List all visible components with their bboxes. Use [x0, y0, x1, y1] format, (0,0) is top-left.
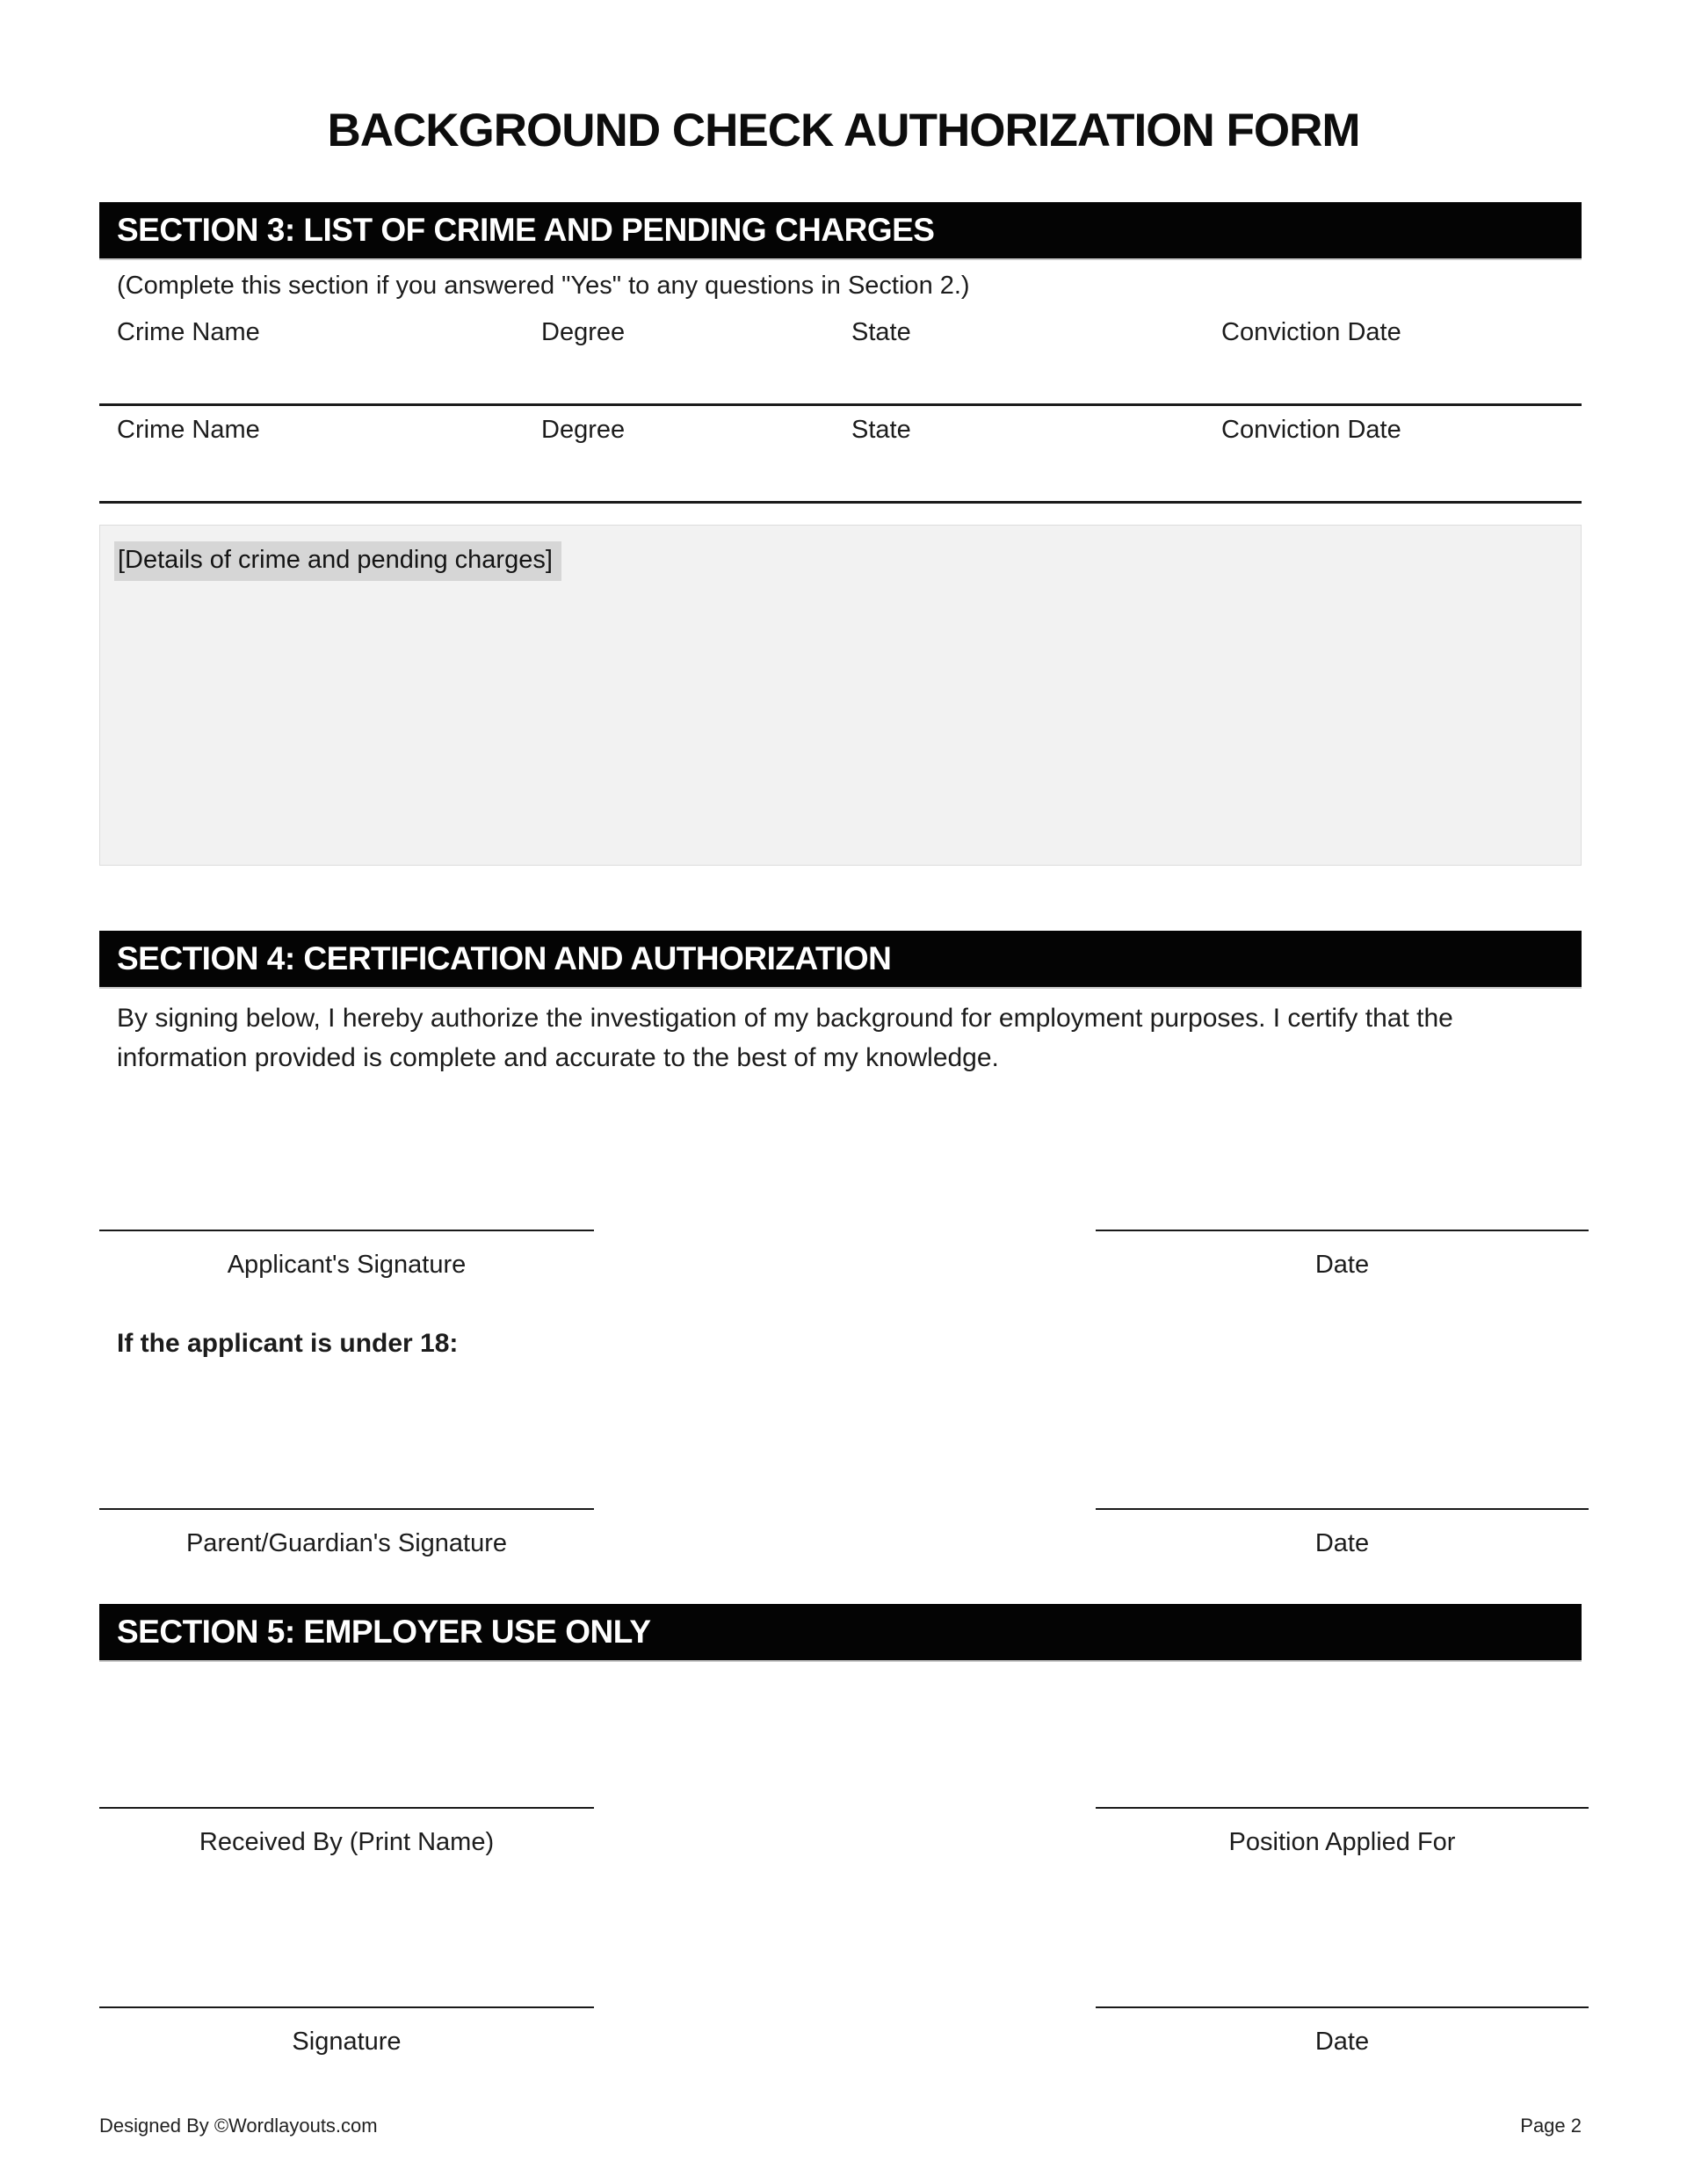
section-4-header-bar — [99, 931, 1582, 989]
section-3-header-label: SECTION 3: LIST OF CRIME AND PENDING CHARGES — [117, 212, 935, 248]
employer-signature-line[interactable] — [99, 2006, 594, 2008]
employer-date-label: Date — [1314, 2028, 1370, 2056]
guardian-signature-label: Parent/Guardian's Signature — [185, 1529, 508, 1557]
page-title: BACKGROUND CHECK AUTHORIZATION FORM — [327, 105, 1360, 156]
certification-text: By signing below, I hereby authorize the investigation of my background for employment purposes. I certify that the information provided is complete and accurate to the best of my knowledge. — [117, 1004, 1453, 1072]
guardian-date-line[interactable] — [1096, 1508, 1589, 1510]
crime-row-1-field-line[interactable] — [99, 403, 1582, 406]
section-3-note: (Complete this section if you answered "Yes" to any questions in Section 2.) — [117, 272, 970, 300]
conviction-date-label: Conviction Date — [1221, 318, 1401, 346]
position-applied-line[interactable] — [1096, 1807, 1589, 1809]
degree-label: Degree — [541, 318, 626, 346]
section-5-header-label: SECTION 5: EMPLOYER USE ONLY — [117, 1614, 651, 1650]
applicant-date-line[interactable] — [1096, 1230, 1589, 1231]
applicant-signature-line[interactable] — [99, 1230, 594, 1231]
state-label: State — [851, 416, 911, 444]
crime-row-2-labels — [0, 416, 1687, 451]
crime-name-label: Crime Name — [117, 416, 260, 444]
page-footer — [99, 2115, 1582, 2137]
section-3-header-bar — [99, 202, 1582, 260]
section-4-header-label: SECTION 4: CERTIFICATION AND AUTHORIZATION — [117, 940, 892, 976]
applicant-date-label: Date — [1314, 1251, 1370, 1279]
crime-details-placeholder: [Details of crime and pending charges] — [114, 541, 561, 581]
section-5-header-bar — [99, 1604, 1582, 1662]
conviction-date-label: Conviction Date — [1221, 416, 1401, 444]
crime-row-2-field-line[interactable] — [99, 501, 1582, 504]
crime-name-label: Crime Name — [117, 318, 260, 346]
received-by-line[interactable] — [99, 1807, 594, 1809]
guardian-date-label: Date — [1314, 1529, 1370, 1557]
employer-signature-label: Signature — [292, 2028, 402, 2056]
degree-label: Degree — [541, 416, 626, 444]
received-by-label: Received By (Print Name) — [199, 1828, 495, 1856]
footer-credit: Designed By ©Wordlayouts.com — [99, 2115, 378, 2137]
crime-details-textarea[interactable] — [99, 525, 1582, 866]
under-18-note: If the applicant is under 18: — [117, 1329, 459, 1358]
guardian-signature-line[interactable] — [99, 1508, 594, 1510]
employer-date-line[interactable] — [1096, 2006, 1589, 2008]
footer-page-number: Page 2 — [1520, 2115, 1582, 2137]
position-applied-label: Position Applied For — [1228, 1828, 1456, 1856]
state-label: State — [851, 318, 911, 346]
crime-row-1-labels — [0, 318, 1687, 353]
applicant-signature-label: Applicant's Signature — [227, 1251, 467, 1279]
